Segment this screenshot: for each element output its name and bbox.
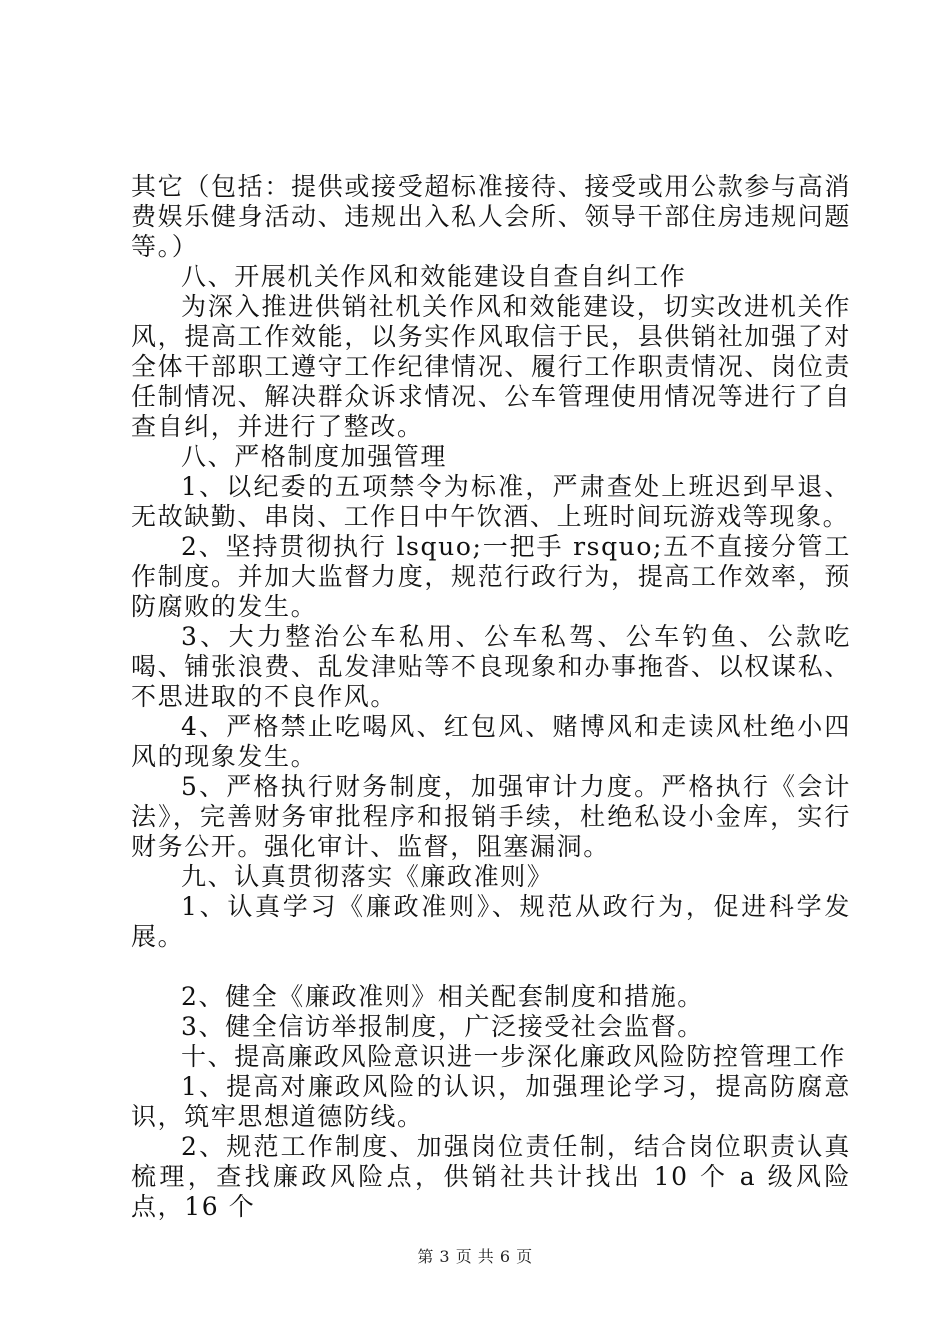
list-item-10-2: 2、规范工作制度、加强岗位责任制，结合岗位职责认真梳理，查找廉政风险点，供销社共计找出 10 个 a 级风险点，16 个 bbox=[131, 1132, 851, 1221]
paragraph-0: 其它（包括：提供或接受超标准接待、接受或用公款参与高消费娱乐健身活动、违规出入私人会所、领导干部住房违规问题等。） bbox=[131, 172, 851, 261]
list-item-10-1: 1、提高对廉政风险的认识，加强理论学习，提高防腐意识，筑牢思想道德防线。 bbox=[131, 1072, 851, 1131]
page-footer bbox=[0, 1247, 950, 1267]
list-item-9-3: 3、健全信访举报制度，广泛接受社会监督。 bbox=[181, 1012, 704, 1041]
list-item-9-2: 2、健全《廉政准则》相关配套制度和措施。 bbox=[181, 982, 704, 1011]
list-item-8b-4: 4、严格禁止吃喝风、红包风、赌博风和走读风杜绝小四风的现象发生。 bbox=[131, 712, 851, 771]
section-heading-9: 九、认真贯彻落实《廉政准则》 bbox=[181, 862, 554, 891]
document-body bbox=[131, 172, 851, 1222]
list-item-8b-1: 1、以纪委的五项禁令为标准，严肃查处上班迟到早退、无故缺勤、串岗、工作日中午饮酒、上班时间玩游戏等现象。 bbox=[131, 472, 851, 531]
list-item-8b-2: 2、坚持贯彻执行 lsquo;一把手 rsquo;五不直接分管工作制度。并加大监督力度，规范行政行为，提高工作效率，预防腐败的发生。 bbox=[131, 532, 851, 621]
list-item-8b-5: 5、严格执行财务制度，加强审计力度。严格执行《会计法》，完善财务审批程序和报销手续，杜绝私设小金库，实行财务公开。强化审计、监督，阻塞漏洞。 bbox=[131, 772, 851, 861]
section-heading-8a: 八、开展机关作风和效能建设自查自纠工作 bbox=[181, 262, 687, 291]
paragraph-2: 为深入推进供销社机关作风和效能建设，切实改进机关作风，提高工作效能，以务实作风取信于民，县供销社加强了对全体干部职工遵守工作纪律情况、履行工作职责情况、岗位责任制情况、解决群众诉求情况、公车管理使用情况等进行了自查自纠，并进行了整改。 bbox=[131, 292, 851, 441]
list-item-8b-3: 3、大力整治公车私用、公车私驾、公车钓鱼、公款吃喝、铺张浪费、乱发津贴等不良现象和办事拖沓、以权谋私、不思进取的不良作风。 bbox=[131, 622, 851, 711]
list-item-9-1: 1、认真学习《廉政准则》、规范从政行为，促进科学发展。 bbox=[131, 892, 851, 951]
blank-line bbox=[131, 952, 851, 982]
page-number-label: 第 3 页 共 6 页 bbox=[417, 1247, 533, 1266]
section-heading-8b: 八、严格制度加强管理 bbox=[181, 442, 448, 471]
section-heading-10: 十、提高廉政风险意识进一步深化廉政风险防控管理工作 bbox=[181, 1042, 847, 1071]
